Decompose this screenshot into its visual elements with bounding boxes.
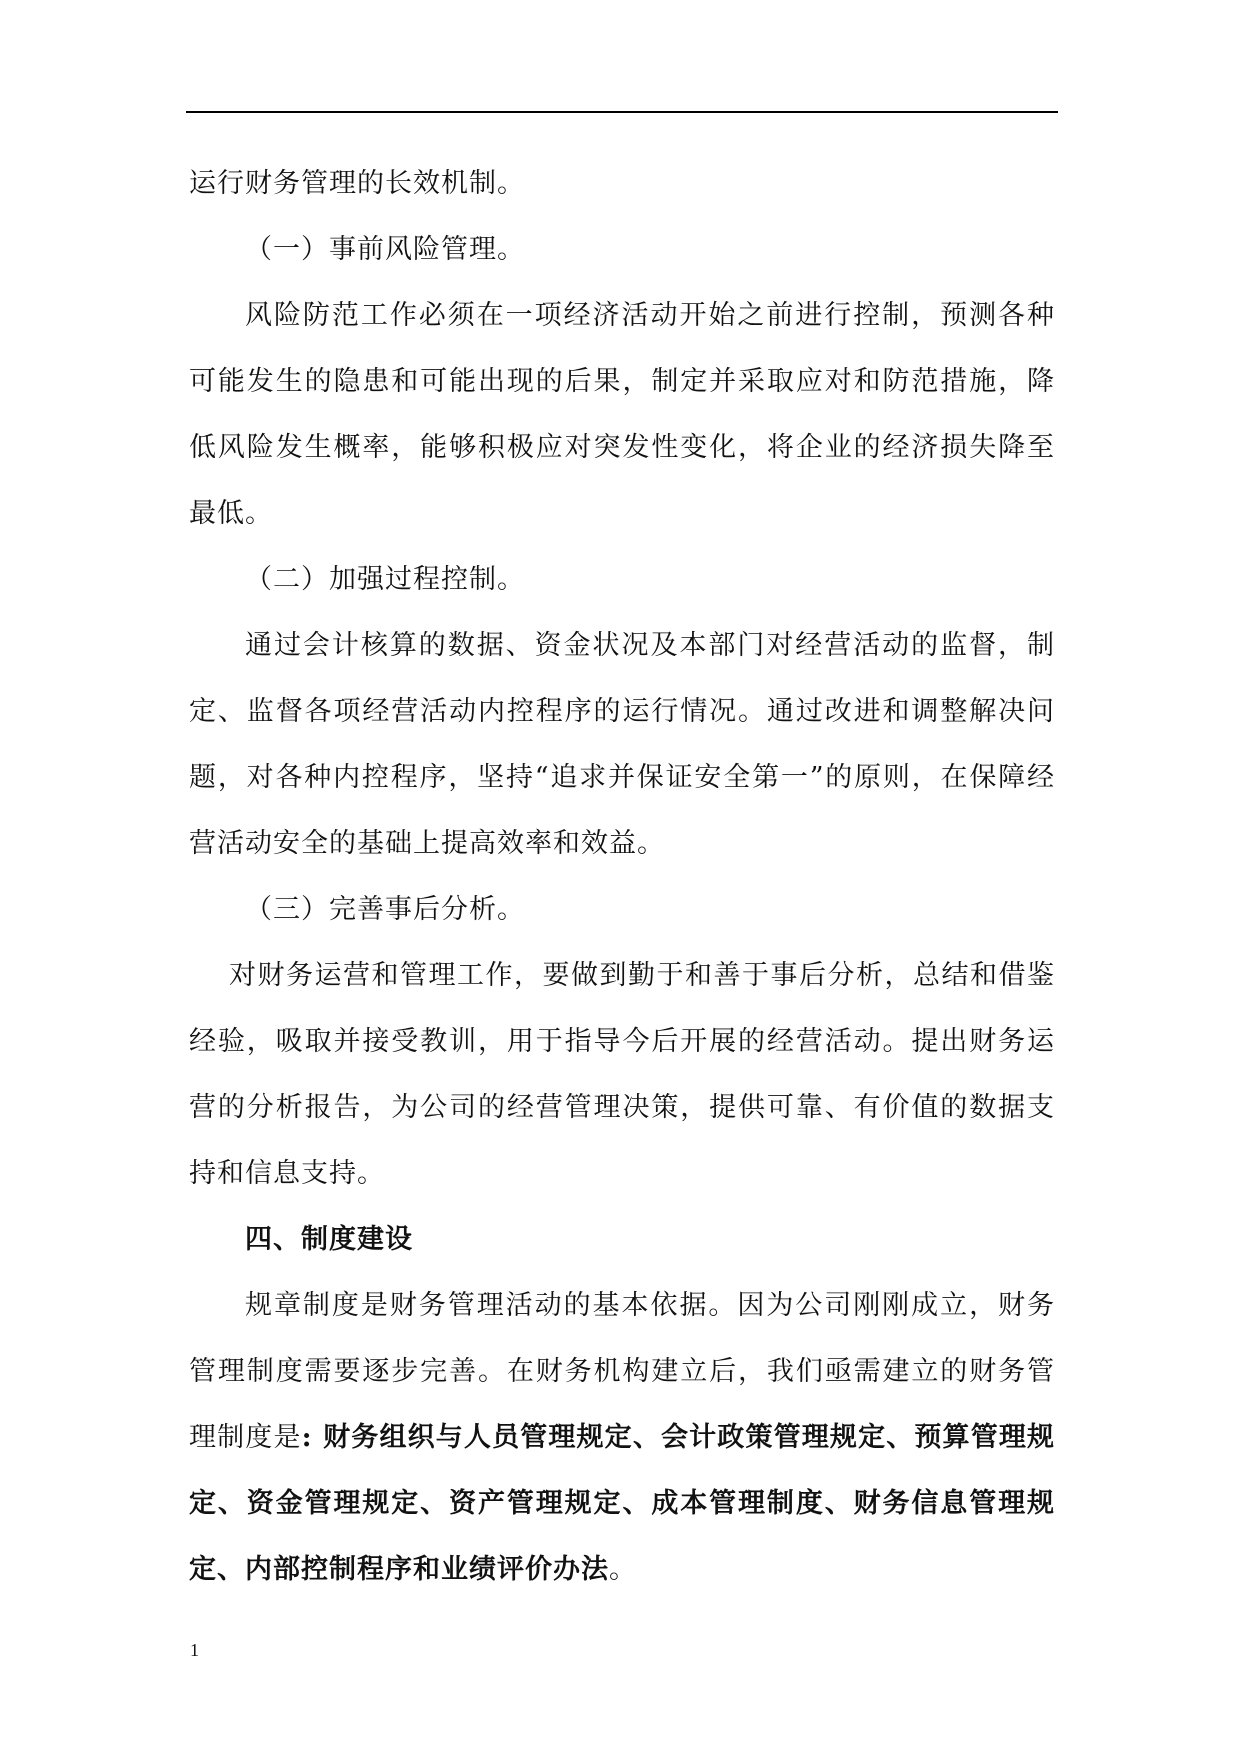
paragraph-post-analysis: 对财务运营和管理工作，要做到勤于和善于事后分析，总结和借鉴经验，吸取并接受教训，用于指导今后开展的经营活动。提出财务运营的分析报告，为公司的经营管理决策，提供可靠、有价值的数据支持和信息支持。: [189, 960, 1055, 1189]
paragraph-process-control: 通过会计核算的数据、资金状况及本部门对经营活动的监督，制定、监督各项经营活动内控程序的运行情况。通过改进和调整解决问题，对各种内控程序，坚持“追求并保证安全第一”的原则，在保障经营活动安全的基础上提高效率和效益。: [189, 630, 1055, 859]
system-end-punctuation: 。: [609, 1554, 637, 1585]
system-intro-text: 规章制度是财务管理活动的基本依据。因为公司刚刚成立，财务管理制度需要逐步完善。在财务机构建立后，我们亟需建立的财务管理制度是: [189, 1290, 1055, 1453]
system-list-text: : 财务组织与人员管理规定、会计政策管理规定、预算管理规定、资金管理规定、资产管理规定、成本管理制度、财务信息管理规定、内部控制程序和业绩评价办法: [189, 1422, 1055, 1585]
subheading-process-control: （二）加强过程控制。: [245, 564, 525, 595]
paragraph-continuation: 运行财务管理的长效机制。: [189, 168, 525, 199]
page-number: 1: [190, 1640, 199, 1660]
header-rule: [186, 111, 1058, 113]
subheading-post-analysis: （三）完善事后分析。: [245, 894, 525, 925]
subheading-pre-risk: （一）事前风险管理。: [245, 234, 525, 265]
paragraph-system: [189, 1273, 1055, 1603]
document-body: [189, 151, 1055, 1603]
section-heading-system: 四、制度建设: [245, 1224, 413, 1255]
paragraph-risk: 风险防范工作必须在一项经济活动开始之前进行控制，预测各种可能发生的隐患和可能出现的后果，制定并采取应对和防范措施，降低风险发生概率，能够积极应对突发性变化，将企业的经济损失降至最低。: [189, 300, 1055, 529]
